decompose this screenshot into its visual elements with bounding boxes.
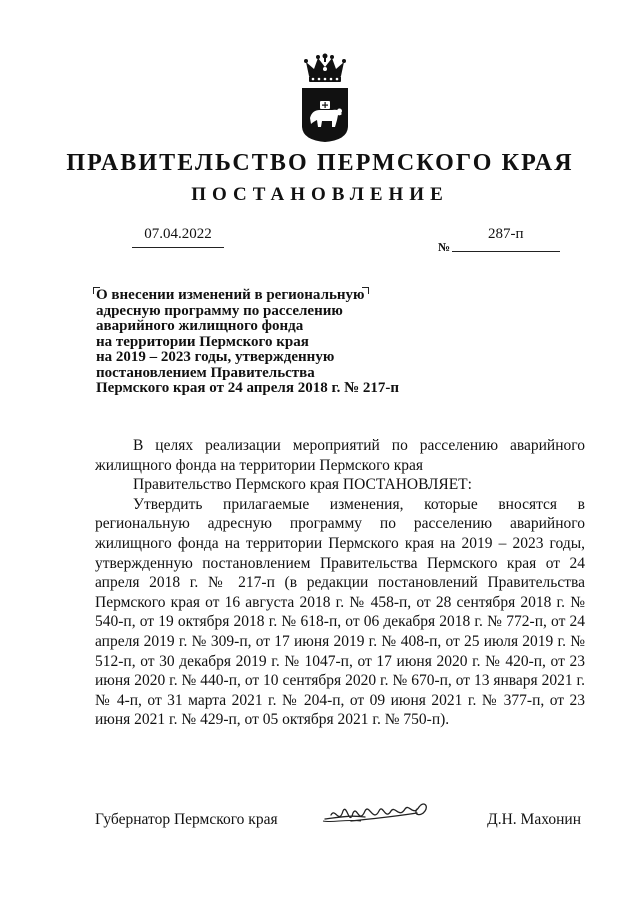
document-date: 07.04.2022 [144, 226, 212, 242]
body-paragraph-intro: В целях реализации мероприятий по расселению аварийного жилищного фонда на территории Пермского края [95, 437, 585, 474]
signatory-position: Губернатор Пермского края [95, 811, 278, 828]
document-subject [96, 287, 400, 397]
subject-line: Пермского края от 24 апреля 2018 г. № 217-п [96, 380, 400, 396]
subject-line: на 2019 – 2023 годы, утвержденную [96, 349, 335, 365]
date-underline [132, 247, 224, 248]
document-number-field [438, 226, 560, 253]
number-underline [452, 251, 560, 252]
government-title: ПРАВИТЕЛЬСТВО ПЕРМСКОГО КРАЯ [66, 150, 574, 176]
document-date-field [132, 226, 224, 248]
document-number: 287-п [488, 226, 524, 242]
subject-line: аварийного жилищного фонда [96, 318, 304, 334]
number-sign: № [438, 240, 451, 254]
document-type: ПОСТАНОВЛЕНИЕ [191, 184, 449, 205]
perm-krai-coat-of-arms-icon [298, 52, 352, 144]
body-paragraph-decree: Правительство Пермского края ПОСТАНОВЛЯЕТ: [133, 476, 472, 494]
subject-line: постановлением Правительства [96, 364, 315, 381]
subject-line: адресную программу по расселению [96, 302, 343, 319]
document-body [95, 436, 585, 730]
handwritten-signature-icon [321, 797, 441, 833]
subject-line: на территории Пермского края [96, 333, 309, 350]
subject-line: О внесении изменений в региональную [96, 287, 365, 303]
body-paragraph-main: Утвердить прилагаемые изменения, которые вносятся в региональную адресную программу по расселению аварийного жилищного фонда на территории Пермского края на 2019 – 2023 годы, утвержденную постановлением Правительства Пермского края от 24 апреля 2018 г. № 217-п (в редакции постановлений Правительства Пермского края от 16 августа 2018 г. № 458-п, от 28 сентября 2018 г. № 540-п, от 19 октября 2018 г. № 618-п, от 06 декабря 2018 г. № 772-п, от 24 апреля 2019 г. № 309-п, от 17 июня 2019 г. № 408-п, от 25 июля 2019 г. № 512-п, от 30 декабря 2019 г. № 1047-п, от 17 июня 2020 г. № 420-п, от 23 июня 2020 г. № 440-п, от 10 сентября 2020 г. № 670-п, от 13 января 2021 г. № 4-п, от 31 марта 2021 г. № 204-п, от 09 июня 2021 г. № 377-п, от 23 июня 2021 г. № 429-п, от 05 октября 2021 г. № 750-п). [95, 495, 585, 729]
signatory-name: Д.Н. Махонин [487, 811, 581, 828]
signature-block [95, 807, 585, 837]
